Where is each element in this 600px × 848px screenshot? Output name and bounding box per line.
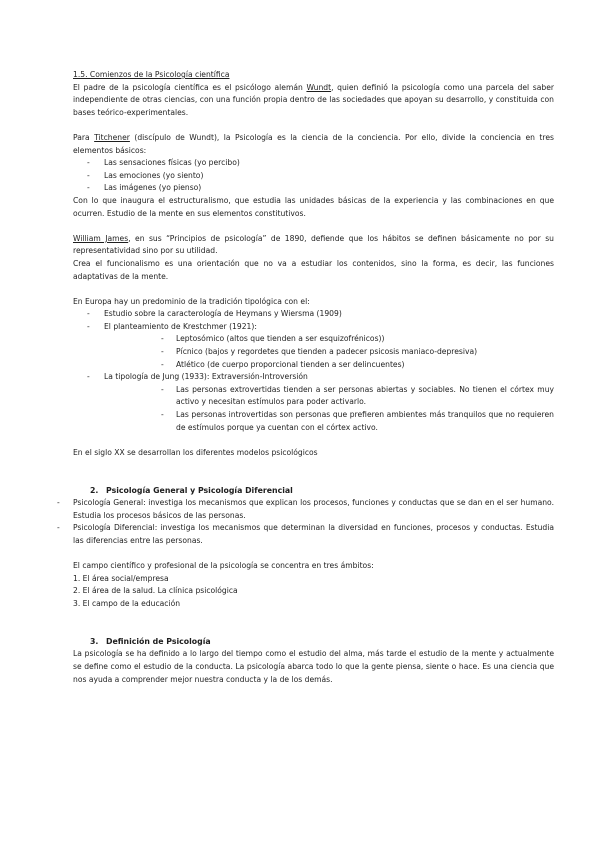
krestchmer-types-list (104, 333, 554, 371)
james-paragraph: William James, en sus “Principios de psicología” de 1890, defiende que los hábitos se definen básicamente no por su representatividad sino por su utilidad. (73, 233, 554, 256)
functionalism-paragraph: Crea el funcionalismo es una orientación que no va a estudiar los contenidos, sino la forma, es decir, las funciones adaptativas de la mente. (73, 258, 554, 281)
section-3-heading: 3. Definición de Psicología (90, 636, 211, 646)
list-item: - Las imágenes (yo pienso) (87, 183, 202, 193)
william-james-name: William James (73, 233, 129, 243)
structuralism-paragraph: Con lo que inaugura el estructuralismo, que estudia las unidades básicas de la experiencia y las combinaciones en que ocurren. Estudio de la mente en sus elementos constitutivos. (73, 195, 554, 218)
titchener-name: Titchener (94, 132, 130, 142)
wundt-paragraph: El padre de la psicología científica es el psicólogo alemán Wundt, quien definió la psicología como una parcela del saber independiente de otras ciencias, con una función propia dentro de las sociedades que apoyan su desarrollo, y constituida con bases teórico-experimentales. (73, 82, 554, 117)
section-1-5-heading: 1.5. Comienzos de la Psicología científica (73, 70, 230, 79)
list-item: - Las emociones (yo siento) (87, 170, 204, 180)
field-item: 1. El área social/empresa (73, 573, 169, 583)
list-item: - Estudio sobre la caracterología de Heymans y Wiersma (1909) (87, 309, 342, 319)
conscience-elements-list (73, 157, 554, 195)
list-item: - Las sensaciones físicas (yo percibo) (87, 158, 240, 168)
definition-paragraph: La psicología se ha definido a lo largo del tiempo como el estudio del alma, más tarde el estudio de la mente y actualmente se define como el estudio de la conducta. La psicología abarca todo lo que la gente piensa, siente o hace. Es una ciencia que nos ayuda a comprender mejor nuestra conducta y la de los demás. (73, 649, 554, 684)
field-item: 3. El campo de la educación (73, 598, 181, 608)
twentieth-century-paragraph: En el siglo XX se desarrollan los diferentes modelos psicológicos (73, 447, 318, 457)
list-item: - Leptosómico (altos que tienden a ser esquizofrénicos)) (161, 334, 385, 344)
list-item: - Las personas extrovertidas tienden a ser personas abiertas y sociables. No tienen el córtex muy activo y necesitan estímulos para poder activarlo. (161, 384, 554, 407)
jung-types-list (104, 384, 554, 434)
list-item: - Pícnico (bajos y regordetes que tienden a padecer psicosis maniaco-depresiva) (161, 347, 478, 357)
list-item: - Atlético (de cuerpo proporcional tienden a ser delincuentes) (161, 359, 405, 369)
titchener-paragraph: Para Titchener (discípulo de Wundt), la Psicología es la ciencia de la conciencia. Por ello, divide la conciencia en tres elementos básicos: (73, 132, 554, 155)
fields-paragraph: El campo científico y profesional de la psicología se concentra en tres ámbitos: (73, 561, 374, 571)
europe-paragraph: En Europa hay un predominio de la tradición tipológica con el: (73, 296, 310, 306)
list-item: - La tipología de Jung (1933): Extraversión-Introversión - Las personas extrovertidas tienden a ser personas abiertas y sociables. No tienen el córtex muy activo y necesitan estímulos para poder activarlo. - Las personas introvertidas son personas que prefieren ambientes más tranquilos que no requieren de estímulos porque ya cuentan con el córtex activo. (73, 371, 554, 434)
field-item: 2. El área de la salud. La clínica psicológica (73, 586, 238, 596)
list-item: - Las personas introvertidas son personas que prefieren ambientes más tranquilos que no requieren de estímulos porque ya cuentan con el córtex activo. (161, 410, 554, 432)
typology-list (73, 308, 554, 434)
list-item: - El planteamiento de Krestchmer (1921): - Leptosómico (altos que tienden a ser esquizofrénicos)) - Pícnico (bajos y regordetes que tienden a padecer psicosis maniaco-depresiva) - Atlético (de cuerpo proporcional tienden a ser delincuentes) (73, 321, 554, 371)
general-psychology-item: - Psicología General: investiga los mecanismos que explican los procesos, funciones y conductas que se dan en el ser humano. Estudia los procesos básicos de las personas. (57, 498, 554, 520)
section-2-heading: 2. Psicología General y Psicología Diferencial (90, 485, 293, 495)
differential-psychology-item: - Psicología Diferencial: investiga los mecanismos que determinan la diversidad en funciones, procesos y conductas. Estudia las diferencias entre las personas. (57, 523, 554, 545)
wundt-name: Wundt (306, 82, 332, 92)
